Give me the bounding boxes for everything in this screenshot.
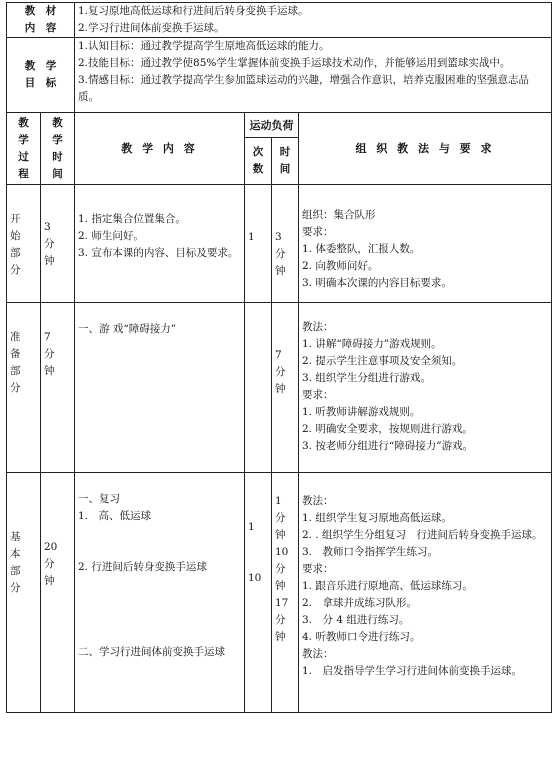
count-cell: 1 10 (245, 473, 272, 713)
time-cell: 20 分 钟 (41, 473, 75, 713)
duration-cell: 1 分 钟 10 分 钟 17 分 钟 (272, 473, 299, 713)
stage-cell: 开 始 部 分 (7, 185, 41, 303)
objectives-row (7, 38, 552, 113)
materials-row (7, 3, 552, 38)
materials-content: 1.复习原地高低运球和行进间后转身变换手运球。 2.学习行进间体前变换手运球。 (75, 3, 552, 38)
stage-cell: 基 本 部 分 (7, 473, 41, 713)
header-process: 教 学 过 程 (7, 113, 41, 185)
section-main (7, 473, 552, 713)
header-content: 教 学 内 容 (75, 113, 245, 185)
header-time: 教 学 时 间 (41, 113, 75, 185)
header-duration: 时 间 (272, 138, 299, 185)
content-cell: 一、复习 1. 高、低运球 2. 行进间后转身变换手运球 二、学习行进间体前变换手运球 (75, 473, 245, 713)
objectives-label: 教 学 目 标 (7, 38, 75, 113)
count-cell (245, 303, 272, 473)
section-opening (7, 185, 552, 303)
header-method: 组 织 教 法 与 要 求 (299, 113, 552, 185)
time-cell: 7 分 钟 (41, 303, 75, 473)
stage-cell: 准 备 部 分 (7, 303, 41, 473)
content-cell: 1. 指定集合位置集合。 2. 师生问好。 3. 宣布本课的内容、目标及要求。 (75, 185, 245, 303)
objectives-content: 1.认知目标：通过教学提高学生原地高低运球的能力。 2.技能目标：通过教学使85%学生掌握体前变换手运球技术动作，并能够运用到篮球实战中。 3.情感目标：通过教学提高学生参加篮球运动的兴趣，增强合作意识，培养克服困难的坚强意志品质。 (75, 38, 552, 113)
section-preparation (7, 303, 552, 473)
time-cell: 3 分 钟 (41, 185, 75, 303)
header-row (7, 113, 552, 138)
method-cell: 组织：集合队形 要求： 1. 体委整队，汇报人数。 2. 向教师问好。 3. 明确本次课的内容目标要求。 (299, 185, 552, 303)
header-count: 次 数 (245, 138, 272, 185)
lesson-plan-table (6, 2, 552, 713)
header-load: 运动负荷 (245, 113, 299, 138)
duration-cell: 7 分 钟 (272, 303, 299, 473)
method-cell: 教法： 1. 组织学生复习原地高低运球。 2. . 组织学生分组复习 行进间后转身变换手运球。 3. 教师口令指挥学生练习。 要求： 1. 跟音乐进行原地高、低运球练习。 2. 拿球并成练习队形。 3. 分 4 组进行练习。 4. 听教师口令进行练习。 教法： 1. 启发指导学生学习行进间体前变换手运球。 (299, 473, 552, 713)
duration-cell: 3 分 钟 (272, 185, 299, 303)
content-cell: 一、游 戏“障碍接力” (75, 303, 245, 473)
count-cell: 1 (245, 185, 272, 303)
method-cell: 教法： 1. 讲解“障碍接力”游戏规则。 2. 提示学生注意事项及安全须知。 3. 组织学生分组进行游戏。 要求： 1. 听教师讲解游戏规则。 2. 明确安全要求，按规则进行游戏。 3. 按老师分组进行“障碍接力”游戏。 (299, 303, 552, 473)
materials-label: 教 材 内 容 (7, 3, 75, 38)
